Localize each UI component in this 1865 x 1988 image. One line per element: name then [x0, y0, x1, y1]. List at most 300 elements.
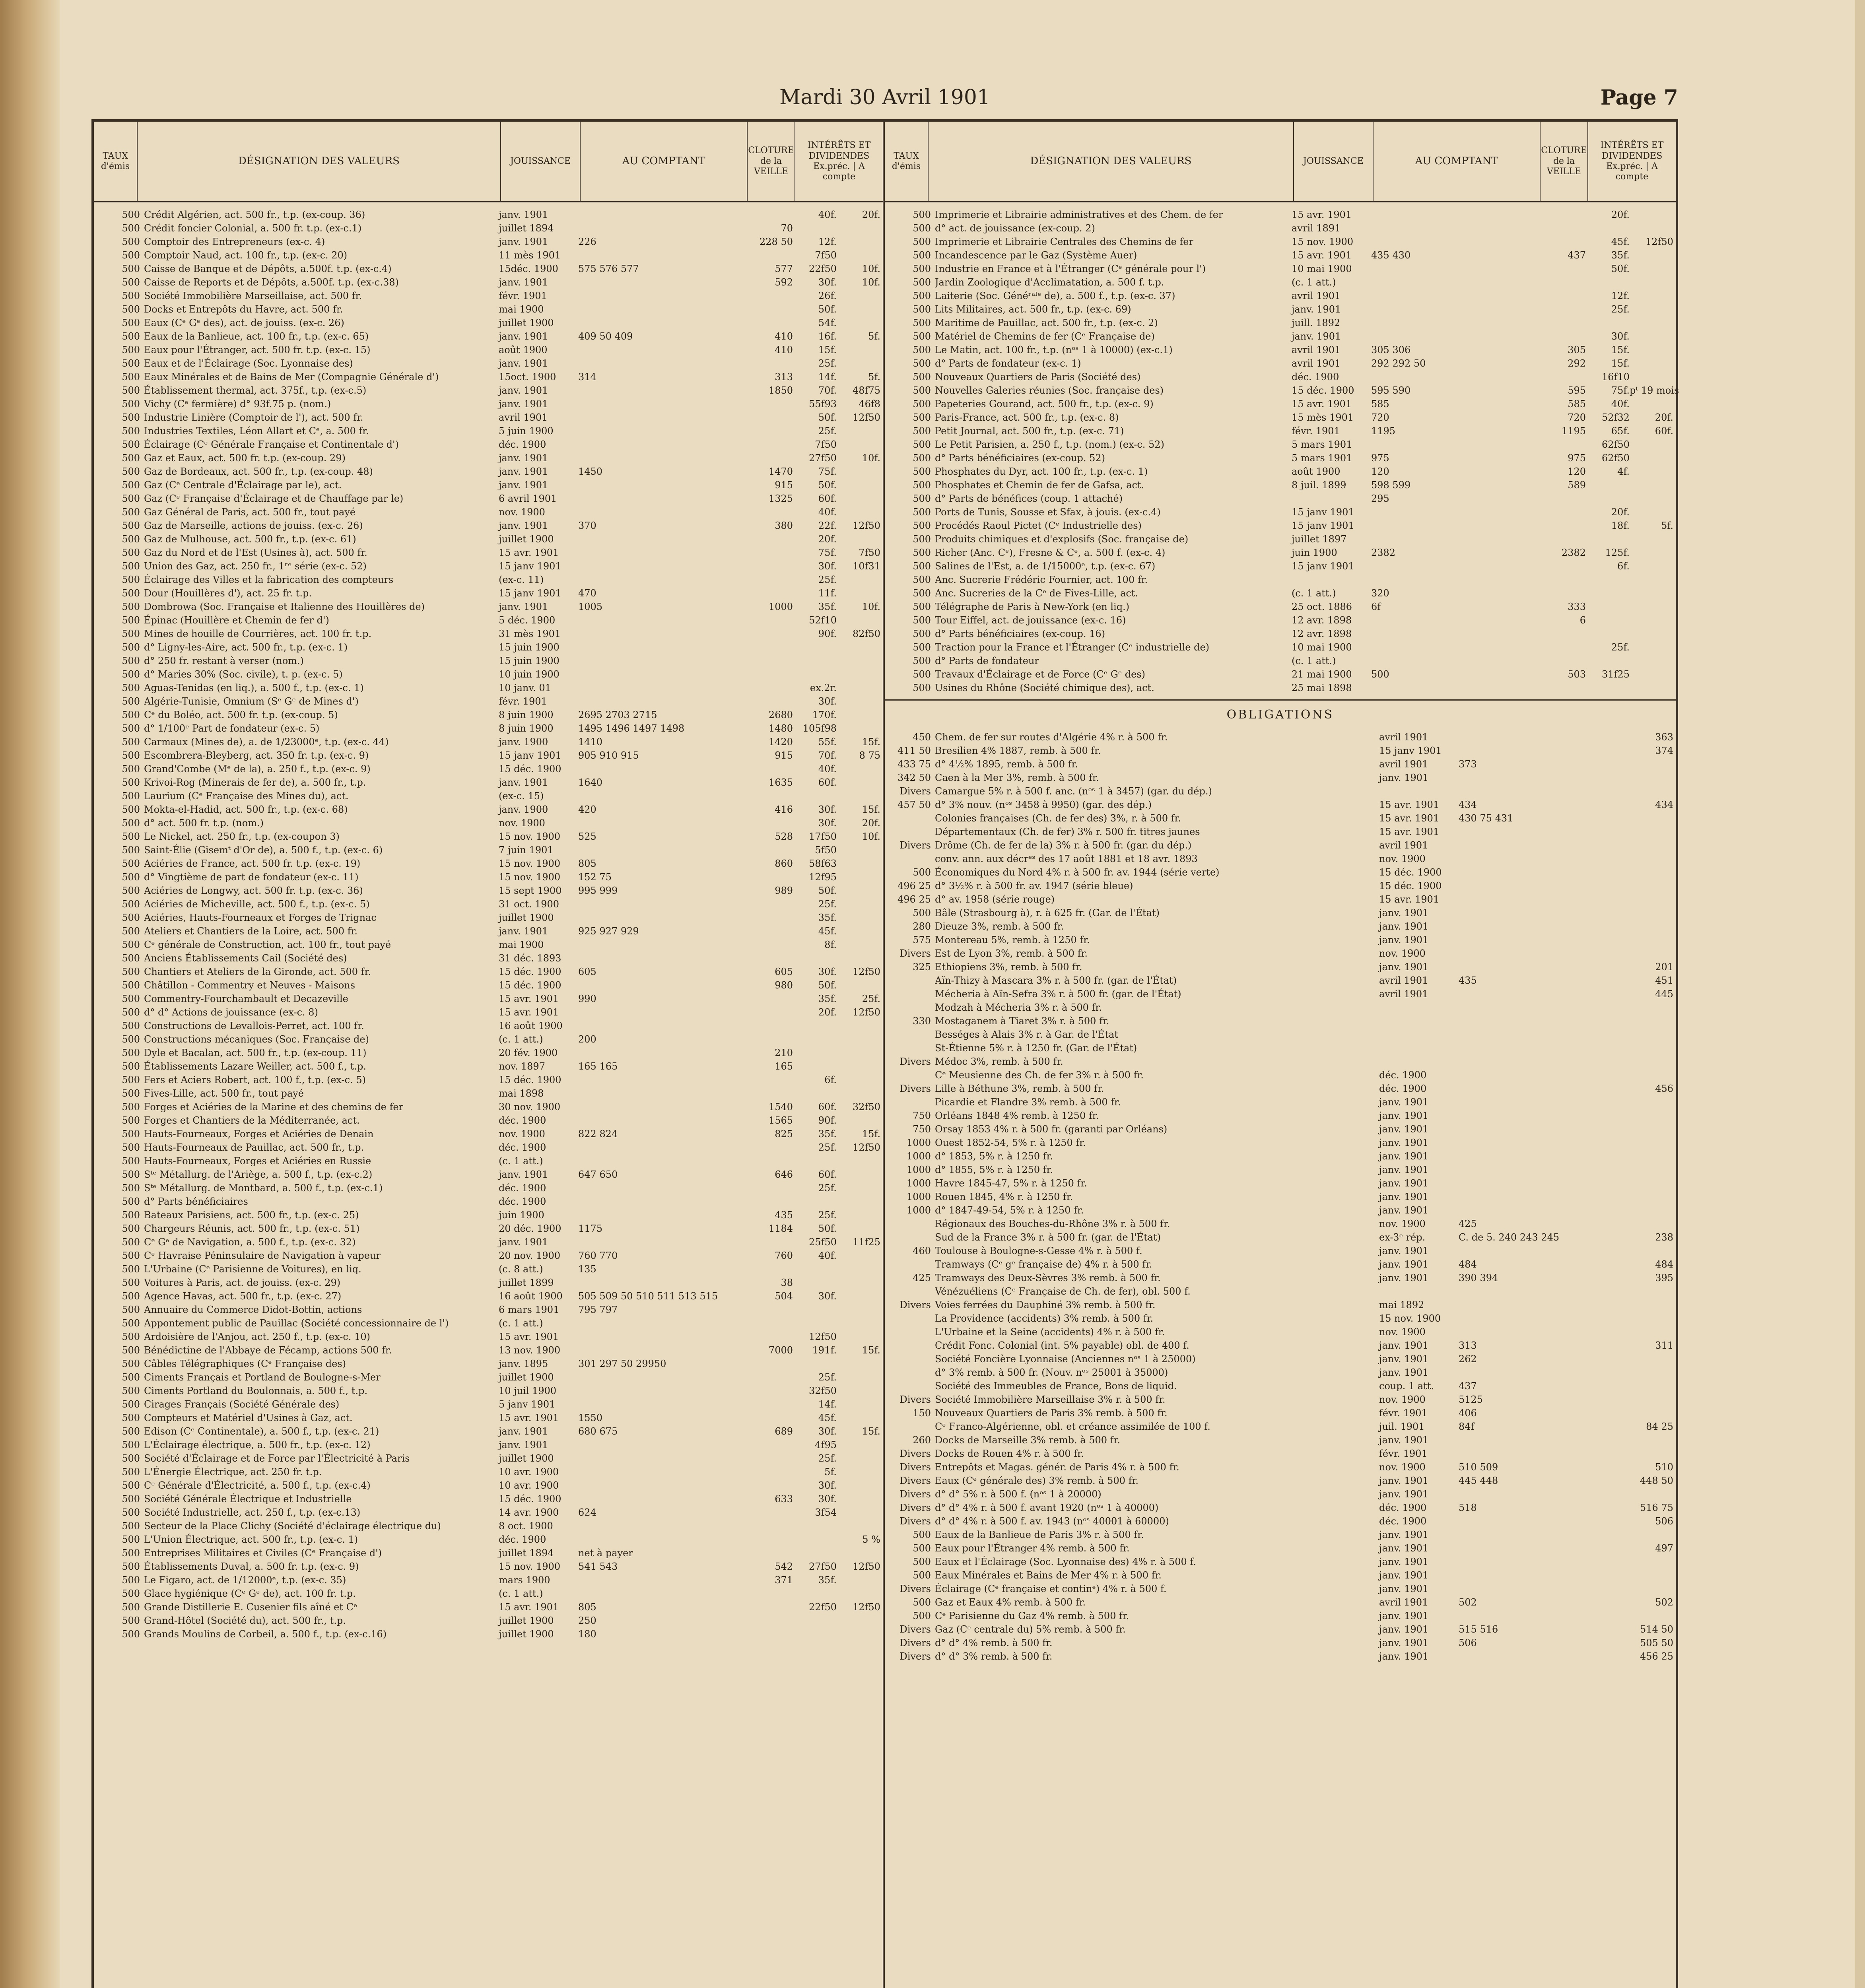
cell-comptant [578, 1154, 745, 1168]
cell-acompte [837, 722, 880, 735]
cell-comptant: 518 [1459, 1502, 1477, 1513]
cell-jouissance [1379, 1041, 1459, 1055]
cell-comptant [578, 1533, 745, 1546]
cell-cloture: 505 50 [1640, 1637, 1673, 1648]
cell-acompte: 12f50 [853, 412, 880, 423]
cell-comptant [578, 978, 745, 992]
cell-acompte [837, 1060, 880, 1073]
table-row [887, 451, 1673, 465]
table-row [887, 1447, 1673, 1460]
cell-acompte [837, 235, 880, 248]
cell-cloture [1538, 303, 1586, 316]
table-row [96, 641, 880, 654]
cell-taux: 450 [913, 732, 931, 743]
cell-taux: 500 [122, 547, 140, 558]
cell-acompte [1630, 668, 1673, 681]
cell-cloture [1626, 1068, 1673, 1082]
cell-taux: Divers [899, 1462, 931, 1473]
cell-taux: Divers [899, 1651, 931, 1662]
cell-ex-prec [793, 1046, 837, 1060]
cell-ex-prec [793, 1533, 837, 1546]
cell-designation: Cᵉ du Boléo, act. 500 fr. t.p. (ex-coup. 5) [144, 709, 338, 720]
cell-designation: d° 250 fr. restant à verser (nom.) [144, 655, 304, 666]
cell-ex-prec: 27f50 [809, 452, 837, 464]
cell-acompte: 5f. [1661, 520, 1673, 531]
cell-taux: 280 [913, 921, 931, 932]
cell-comptant: 320 [1371, 588, 1389, 599]
cell-designation: d° d° 4% r. à 500 f. av. 1943 (nᵒˢ 40001 à 60000) [935, 1516, 1169, 1527]
table-row [96, 600, 880, 613]
cell-taux: 500 [122, 1453, 140, 1464]
cell-acompte [1630, 627, 1673, 641]
cell-ex-prec [793, 654, 837, 668]
cell-jouissance: 5 janv 1901 [499, 1399, 556, 1410]
cell-cloture: 577 [775, 263, 793, 274]
cell-ex-prec: 27f50 [809, 1561, 837, 1572]
cell-jouissance: janv. 1900 [499, 804, 548, 815]
cell-taux: 500 [122, 858, 140, 869]
cell-comptant: 6f [1371, 601, 1381, 612]
cell-taux [887, 1028, 935, 1041]
left-rows [94, 202, 883, 1641]
cell-jouissance: 14 avr. 1900 [499, 1507, 559, 1518]
cell-jouissance: 12 avr. 1898 [1292, 615, 1352, 626]
cell-taux: Divers [899, 1489, 931, 1500]
cell-cloture: 84 25 [1646, 1421, 1673, 1432]
cell-designation: Éclairage des Villes et la fabrication des compteurs [144, 574, 394, 585]
cell-cloture: 1565 [768, 1115, 793, 1126]
cell-taux: 500 [913, 867, 931, 878]
cell-cloture [1538, 559, 1586, 573]
cell-cloture: 371 [775, 1574, 793, 1586]
cell-designation: Vichy (Cᵉ fermière) d° 93f.75 p. (nom.) [144, 398, 331, 410]
cell-comptant [578, 1479, 745, 1492]
cell-jouissance: févr. 1901 [1292, 425, 1340, 437]
cell-jouissance: 15 mès 1901 [1292, 412, 1354, 423]
cell-designation: Société d'Éclairage et de Force par l'Électricité à Paris [144, 1453, 410, 1464]
table-row [96, 1222, 880, 1235]
cell-comptant [578, 1046, 745, 1060]
cell-cloture [745, 1330, 793, 1343]
cell-taux [887, 1352, 935, 1366]
cell-designation: Dour (Houillères d'), act. 25 fr. t.p. [144, 588, 312, 599]
cell-designation: Maritime de Pauillac, act. 500 fr., t.p. (ex-c. 2) [935, 317, 1158, 328]
right-rows [885, 202, 1679, 695]
cell-taux: 500 [122, 723, 140, 734]
cell-ex-prec [793, 641, 837, 654]
cell-jouissance: 6 avril 1901 [499, 493, 557, 504]
cell-taux: 500 [122, 317, 140, 328]
table-row [887, 1487, 1673, 1501]
cell-acompte [1630, 357, 1673, 370]
cell-ex-prec: 35f. [818, 912, 837, 923]
cell-cloture [1626, 1217, 1673, 1231]
cell-cloture [1626, 1528, 1673, 1541]
cell-taux: Divers [899, 1394, 931, 1405]
cell-ex-prec [793, 1262, 837, 1276]
cell-jouissance: 15oct. 1900 [499, 371, 556, 382]
cell-cloture [745, 1316, 793, 1330]
cell-jouissance: mai 1898 [499, 1088, 544, 1099]
cell-acompte [837, 478, 880, 492]
cell-cloture: 1420 [768, 736, 793, 747]
cell-designation: Le Nickel, act. 250 fr., t.p. (ex-coupon 3) [144, 831, 340, 842]
cell-designation: Bresilien 4% 1887, remb. à 500 fr. [935, 745, 1101, 756]
cell-jouissance: 5 mars 1901 [1292, 452, 1352, 464]
cell-acompte: 10f. [862, 263, 880, 274]
table-row [887, 1001, 1673, 1014]
cell-cloture [1626, 1406, 1673, 1420]
cell-comptant [578, 478, 745, 492]
cell-acompte [837, 897, 880, 911]
table-row [96, 897, 880, 911]
cell-designation: d° act. 500 fr. t.p. (nom.) [144, 817, 264, 829]
table-row [96, 1519, 880, 1533]
cell-jouissance: févr. 1901 [499, 290, 547, 301]
cell-cloture [1626, 1001, 1673, 1014]
cell-ex-prec: 40f. [818, 1250, 837, 1261]
cell-taux: 500 [913, 236, 931, 247]
table-row [887, 920, 1673, 933]
table-row [96, 505, 880, 519]
cell-jouissance: 15 déc. 1900 [499, 980, 561, 991]
cell-comptant [578, 1316, 745, 1330]
cell-comptant [1459, 1582, 1626, 1596]
cell-designation: Grands Moulins de Corbeil, a. 500 f., t.p. (ex-c.16) [144, 1629, 387, 1640]
table-row [96, 722, 880, 735]
cell-taux: 500 [122, 263, 140, 274]
table-row [96, 1506, 880, 1519]
cell-designation: Caisse de Banque et de Dépôts, a.500f. t.p. (ex-c.4) [144, 263, 392, 274]
cell-designation: Imprimerie et Librairie Centrales des Chemins de fer [935, 236, 1193, 247]
table-row [96, 857, 880, 870]
cell-comptant [1459, 933, 1626, 947]
cell-taux: 500 [122, 736, 140, 747]
cell-cloture: 451 [1655, 975, 1673, 986]
cell-cloture: 456 25 [1640, 1651, 1673, 1662]
cell-designation: Fives-Lille, act. 500 fr., tout payé [144, 1088, 304, 1099]
cell-ex-prec: ex.2r. [810, 682, 837, 693]
page-edge [1855, 0, 1865, 1988]
cell-jouissance: janv. 1901 [499, 277, 548, 288]
table-row [887, 303, 1673, 316]
cell-taux: 1000 [906, 1178, 931, 1189]
cell-comptant [578, 438, 745, 451]
cell-designation: Anc. Sucrerie Frédéric Fournier, act. 100 fr. [935, 574, 1148, 585]
cell-cloture [1626, 920, 1673, 933]
cell-ex-prec: 8f. [824, 939, 837, 950]
cell-designation: Anciens Établissements Cail (Société des) [144, 953, 347, 964]
cell-comptant: 425 [1459, 1218, 1477, 1229]
cell-comptant [1371, 330, 1538, 343]
table-row [887, 784, 1673, 798]
table-row [96, 735, 880, 749]
cell-jouissance: (c. 1 att.) [1292, 277, 1336, 288]
table-row [96, 519, 880, 532]
cell-comptant: 484 [1459, 1259, 1477, 1270]
cell-cloture [745, 938, 793, 951]
table-row [887, 1109, 1673, 1122]
cell-designation: Comptoir des Entrepreneurs (ex-c. 4) [144, 236, 325, 247]
table-row [887, 248, 1673, 262]
cell-comptant [1459, 784, 1626, 798]
cell-taux: 500 [122, 912, 140, 923]
cell-cloture [745, 397, 793, 411]
table-row [96, 1560, 880, 1573]
cell-designation: d° Parts bénéficiaires (ex-coup. 16) [935, 628, 1105, 639]
cell-jouissance: 15 avr. 1901 [499, 547, 559, 558]
cell-taux: 500 [122, 1209, 140, 1221]
cell-designation: Régionaux des Bouches-du-Rhône 3% r. à 500 fr. [935, 1218, 1170, 1229]
cell-designation: Industries Textiles, Léon Allart et Cᵉ, a. 500 fr. [144, 425, 369, 437]
cell-designation: Caen à la Mer 3%, remb. à 500 fr. [935, 772, 1099, 783]
cell-ex-prec [793, 1087, 837, 1100]
cell-comptant [1459, 1001, 1626, 1014]
cell-taux: 500 [913, 385, 931, 396]
cell-taux: 500 [122, 1602, 140, 1613]
cell-comptant [1371, 276, 1538, 289]
table-row [887, 798, 1673, 812]
cell-cloture [745, 424, 793, 438]
cell-jouissance: juillet 1899 [499, 1277, 554, 1288]
cell-jouissance: janv. 1901 [1379, 1191, 1429, 1202]
cell-acompte: 12f50 [853, 1602, 880, 1613]
cell-jouissance: janv. 1900 [499, 736, 548, 747]
cell-taux: 500 [913, 250, 931, 261]
cell-ex-prec: 6f. [1617, 561, 1630, 572]
table-row [887, 1650, 1673, 1663]
cell-taux [887, 1420, 935, 1433]
cell-cloture: 860 [775, 858, 793, 869]
table-row [887, 1298, 1673, 1312]
cell-taux: 500 [913, 907, 931, 918]
cell-comptant [578, 221, 745, 235]
cell-comptant: 502 [1459, 1597, 1477, 1608]
table-row [887, 1596, 1673, 1609]
table-row [96, 1262, 880, 1276]
table-row [96, 1127, 880, 1141]
cell-ex-prec: 50f. [818, 885, 837, 896]
cell-ex-prec: 54f. [818, 317, 837, 328]
cell-designation: Gaz de Marseille, actions de jouiss. (ex-c. 26) [144, 520, 363, 531]
cell-comptant: 434 [1459, 799, 1477, 810]
cell-designation: Éclairage (Cᵉ Générale Française et Continentale d') [144, 439, 399, 450]
cell-taux [887, 825, 935, 839]
cell-ex-prec: 25f. [818, 899, 837, 910]
cell-ex-prec: 60f. [818, 1101, 837, 1112]
cell-comptant [1459, 1109, 1626, 1122]
cell-comptant [578, 1114, 745, 1127]
cell-acompte [837, 1249, 880, 1262]
cell-taux: 500 [122, 1034, 140, 1045]
cell-jouissance: 5 déc. 1900 [499, 615, 556, 626]
cell-cloture [745, 1438, 793, 1452]
cell-designation: Paris-France, act. 500 fr., t.p. (ex-c. 8) [935, 412, 1119, 423]
cell-comptant: 995 999 [578, 885, 618, 896]
table-row [96, 1492, 880, 1506]
cell-ex-prec: 70f. [818, 385, 837, 396]
cell-taux: 500 [122, 1561, 140, 1572]
cell-jouissance: déc. 1900 [499, 1182, 546, 1194]
cell-taux: 500 [122, 371, 140, 382]
cell-cloture: 70 [781, 223, 793, 234]
cell-cloture: 506 [1655, 1516, 1673, 1527]
cell-designation: Hauts-Fourneaux, Forges et Aciéries en Russie [144, 1155, 371, 1167]
table-row [887, 668, 1673, 681]
cell-acompte [837, 1195, 880, 1208]
cell-comptant [1459, 1433, 1626, 1447]
cell-ex-prec: 70f. [818, 750, 837, 761]
cell-taux: Divers [899, 948, 931, 959]
cell-taux: 500 [913, 439, 931, 450]
cell-acompte [1630, 492, 1673, 505]
cell-jouissance: 20 nov. 1900 [499, 1250, 561, 1261]
cell-jouissance: janv. 1901 [499, 331, 548, 342]
cell-designation: d° d° 4% r. à 500 f. avant 1920 (nᵒˢ 1 à 40000) [935, 1502, 1159, 1513]
cell-acompte [837, 1492, 880, 1506]
cell-jouissance: (c. 1 att.) [499, 1034, 543, 1045]
cell-designation: Gaz et Eaux, act. 500 fr. t.p. (ex-coup. 29) [144, 452, 346, 464]
cell-comptant: 5125 [1459, 1394, 1483, 1405]
cell-comptant [1459, 1312, 1626, 1325]
cell-comptant [1371, 438, 1538, 451]
cell-ex-prec [1586, 613, 1630, 627]
table-row [96, 1573, 880, 1587]
cell-ex-prec: 20f. [1611, 507, 1630, 518]
cell-designation: Tramways (Cᵉ gᵉ française de) 4% r. à 500 fr. [935, 1259, 1152, 1270]
cell-acompte: 10f. [862, 452, 880, 464]
cell-taux: 500 [913, 1529, 931, 1540]
cell-cloture [745, 1519, 793, 1533]
cell-taux: 500 [122, 385, 140, 396]
cell-ex-prec: 15f. [1611, 344, 1630, 355]
table-row [887, 839, 1673, 852]
cell-designation: Cᵉ Franco-Algérienne, obl. et créance assimilée de 100 f. [935, 1421, 1210, 1432]
cell-taux: 500 [913, 534, 931, 545]
cell-cloture [1626, 1204, 1673, 1217]
cell-comptant: 445 448 [1459, 1475, 1498, 1486]
table-row [96, 965, 880, 978]
cell-cloture [745, 1006, 793, 1019]
cell-comptant [578, 546, 745, 559]
cell-jouissance: janv. 1901 [499, 385, 548, 396]
table-row [887, 235, 1673, 248]
col-interets-sub: Ex.préc. | A compte [813, 161, 865, 182]
cell-jouissance: janv. 1901 [1379, 961, 1429, 973]
table-row [96, 776, 880, 789]
cell-cloture [1626, 893, 1673, 906]
cell-jouissance: 15 avr. 1901 [1292, 398, 1352, 410]
obligations-title: OBLIGATIONS [885, 699, 1676, 725]
cell-cloture [1538, 316, 1586, 330]
cell-designation: Docks de Marseille 3% remb. à 500 fr. [935, 1435, 1121, 1446]
cell-ex-prec: 7f50 [815, 250, 837, 261]
cell-comptant [578, 613, 745, 627]
table-row [887, 1055, 1673, 1068]
cell-jouissance: janv. 1901 [1379, 1205, 1429, 1216]
cell-designation: Usines du Rhône (Société chimique des), act. [935, 682, 1154, 693]
cell-jouissance: janv. 1901 [1379, 1556, 1429, 1567]
cell-taux: 457 50 [898, 799, 931, 810]
cell-ex-prec: 25f. [1611, 304, 1630, 315]
cell-ex-prec: 50f. [818, 980, 837, 991]
cell-comptant [578, 573, 745, 586]
cell-designation: Mokta-el-Hadid, act. 500 fr., t.p. (ex-c. 68) [144, 804, 348, 815]
cell-cloture [1538, 276, 1586, 289]
cell-acompte [837, 289, 880, 303]
table-row [887, 465, 1673, 478]
cell-comptant: 314 [578, 371, 596, 382]
cell-jouissance: nov. 1900 [499, 817, 545, 829]
cell-ex-prec: 75f. [818, 547, 837, 558]
cell-comptant [1371, 316, 1538, 330]
cell-cloture: 585 [1568, 398, 1586, 410]
cell-cloture: 689 [775, 1426, 793, 1437]
cell-taux: 500 [913, 655, 931, 666]
table-row [887, 1406, 1673, 1420]
cell-cloture: 6 [1579, 615, 1586, 626]
cell-designation: Gaz de Mulhouse, act. 500 fr., t.p. (ex-c. 61) [144, 534, 356, 545]
cell-taux: 500 [913, 642, 931, 653]
cell-designation: Rouen 1845, 4% r. à 1250 fr. [935, 1191, 1073, 1202]
cell-taux: 500 [122, 1074, 140, 1085]
cell-ex-prec: 22f. [818, 520, 837, 531]
cell-taux: 750 [913, 1110, 931, 1121]
cell-acompte [837, 438, 880, 451]
cell-comptant [1371, 519, 1538, 532]
cell-designation: Eaux (Cᵉ générale des) 3% remb. à 500 fr. [935, 1475, 1138, 1486]
cell-comptant [1371, 641, 1538, 654]
cell-cloture [1626, 1487, 1673, 1501]
table-row [887, 654, 1673, 668]
cell-taux: 500 [122, 628, 140, 639]
col-interets-right [1588, 122, 1676, 201]
cell-jouissance: déc. 1900 [499, 439, 546, 450]
cell-designation: Sᵗᵉ Métallurg. de l'Ariège, a. 500 f., t.p. (ex-c.2) [144, 1169, 373, 1180]
cell-designation: Petit Journal, act. 500 fr., t.p. (ex-c. 71) [935, 425, 1124, 437]
cell-acompte [837, 668, 880, 681]
cell-jouissance: 15 avr. 1901 [1292, 209, 1352, 220]
cell-designation: Modzah à Mécheria 3% r. à 500 fr. [935, 1002, 1102, 1013]
table-row [887, 492, 1673, 505]
cell-comptant [578, 789, 745, 803]
cell-taux: 496 25 [898, 880, 931, 891]
cell-acompte [1630, 532, 1673, 546]
cell-cloture [1538, 505, 1586, 519]
cell-designation: d° d° 3% remb. à 500 fr. [935, 1651, 1053, 1662]
cell-cloture: 305 [1568, 344, 1586, 355]
table-row [887, 906, 1673, 920]
cell-cloture [1538, 492, 1586, 505]
cell-cloture [745, 1033, 793, 1046]
cell-comptant [578, 654, 745, 668]
cell-comptant: 515 516 [1459, 1624, 1498, 1635]
cell-ex-prec: 12f. [818, 236, 837, 247]
cell-jouissance: ex-3ᵉ rép. [1379, 1232, 1426, 1243]
cell-taux: Divers [899, 1516, 931, 1527]
cell-taux: 500 [913, 588, 931, 599]
cell-taux: 500 [122, 1372, 140, 1383]
cell-jouissance: janv. 1901 [1379, 1624, 1429, 1635]
cell-comptant [1371, 573, 1538, 586]
cell-cloture: 989 [775, 885, 793, 896]
cell-comptant: 226 [578, 236, 596, 247]
cell-jouissance: déc. 1900 [1379, 1083, 1427, 1094]
cell-comptant: 135 [578, 1264, 596, 1275]
cell-comptant [1459, 1569, 1626, 1582]
cell-comptant [578, 343, 745, 357]
cell-jouissance [1292, 492, 1371, 505]
